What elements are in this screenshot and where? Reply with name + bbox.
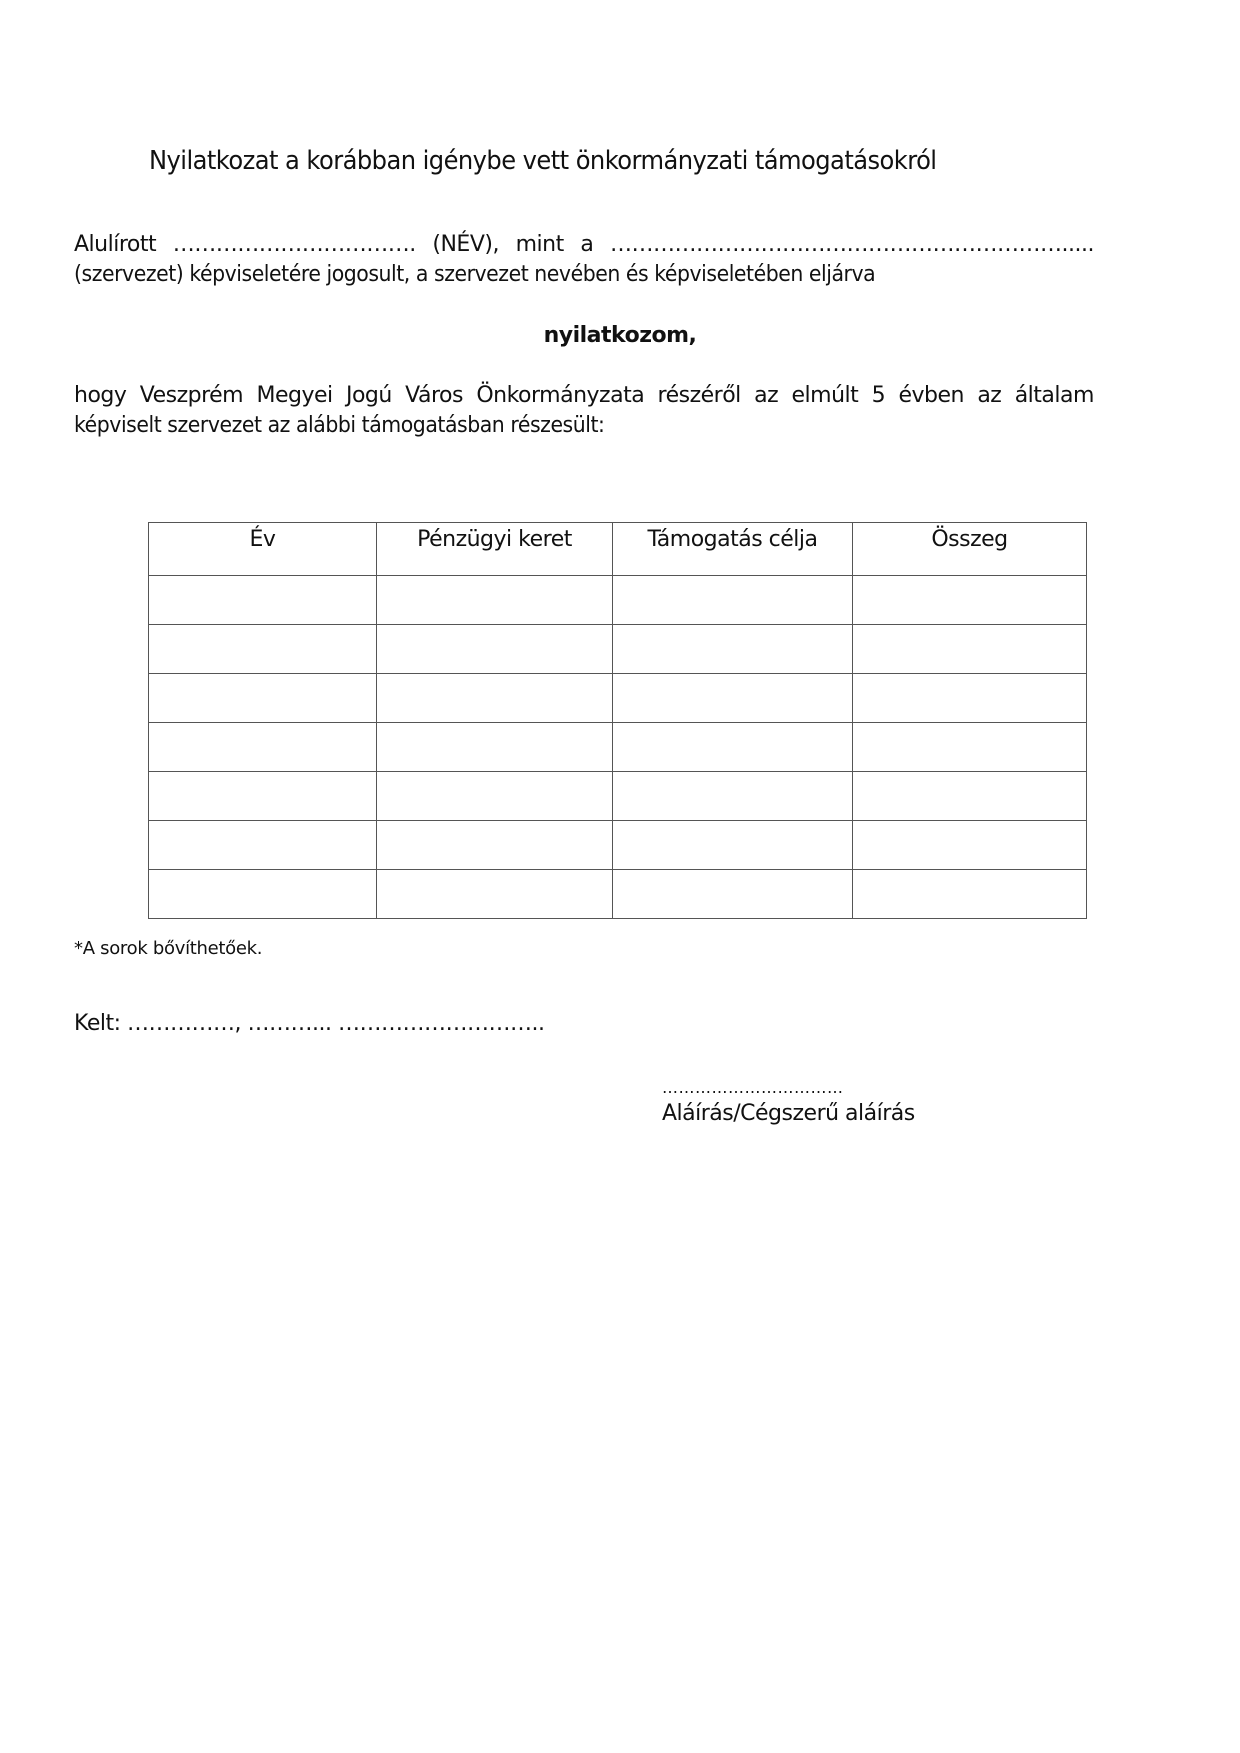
column-header-grant-purpose: Támogatás célja (613, 523, 853, 576)
document-title: Nyilatkozat a korábban igénybe vett önkormányzati támogatásokról (149, 146, 937, 176)
table-header-row (149, 523, 1087, 576)
table-row (149, 576, 1087, 625)
name-hint: (NÉV), (432, 232, 499, 257)
word-mint: mint (515, 232, 564, 257)
amount-cell[interactable] (853, 821, 1087, 870)
body-word: hogy (74, 383, 127, 408)
body-word: 5 (871, 383, 886, 408)
year-cell[interactable] (149, 821, 377, 870)
grants-table (148, 522, 1087, 919)
column-header-amount: Összeg (853, 523, 1087, 576)
column-header-financial-frame: Pénzügyi keret (377, 523, 613, 576)
body-word: az (977, 383, 1002, 408)
financial-frame-cell[interactable] (377, 576, 613, 625)
word-a: a (580, 232, 594, 257)
date-place-line[interactable]: Kelt: ……………, ………... ……………………….. (74, 1011, 545, 1036)
body-word: Megyei (256, 383, 333, 408)
column-header-year: Év (149, 523, 377, 576)
grant-purpose-cell[interactable] (613, 576, 853, 625)
financial-frame-cell[interactable] (377, 674, 613, 723)
year-cell[interactable] (149, 674, 377, 723)
table-row (149, 870, 1087, 919)
body-line-2: képviselt szervezet az alábbi támogatásban részesült: (74, 413, 605, 438)
grant-purpose-cell[interactable] (613, 772, 853, 821)
table-row (149, 625, 1087, 674)
intro-line-1 (74, 232, 1094, 257)
table-row (149, 772, 1087, 821)
year-cell[interactable] (149, 576, 377, 625)
table-row (149, 674, 1087, 723)
body-word: elmúlt (791, 383, 859, 408)
financial-frame-cell[interactable] (377, 772, 613, 821)
body-line-1 (74, 383, 1094, 408)
amount-cell[interactable] (853, 870, 1087, 919)
body-word: Önkormányzata (476, 383, 645, 408)
body-word: Veszprém (139, 383, 244, 408)
organization-blank-field[interactable]: ………………………………………………………..... (610, 232, 1094, 257)
body-word: Város (405, 383, 463, 408)
amount-cell[interactable] (853, 772, 1087, 821)
year-cell[interactable] (149, 625, 377, 674)
body-word: általam (1014, 383, 1094, 408)
undersigned-label: Alulírott (74, 232, 157, 257)
financial-frame-cell[interactable] (377, 723, 613, 772)
financial-frame-cell[interactable] (377, 870, 613, 919)
declaration-heading: nyilatkozom, (543, 323, 697, 348)
grant-purpose-cell[interactable] (613, 870, 853, 919)
amount-cell[interactable] (853, 674, 1087, 723)
body-word: részéről (657, 383, 741, 408)
table-row (149, 821, 1087, 870)
signature-line[interactable]: …………………………… (662, 1078, 844, 1097)
amount-cell[interactable] (853, 723, 1087, 772)
financial-frame-cell[interactable] (377, 625, 613, 674)
grant-purpose-cell[interactable] (613, 674, 853, 723)
amount-cell[interactable] (853, 576, 1087, 625)
year-cell[interactable] (149, 723, 377, 772)
grant-purpose-cell[interactable] (613, 821, 853, 870)
name-blank-field[interactable]: ……………………………. (172, 232, 416, 257)
grant-purpose-cell[interactable] (613, 625, 853, 674)
body-word: évben (898, 383, 964, 408)
financial-frame-cell[interactable] (377, 821, 613, 870)
body-word: Jogú (345, 383, 392, 408)
footnote: *A sorok bővíthetőek. (74, 938, 263, 959)
grant-purpose-cell[interactable] (613, 723, 853, 772)
amount-cell[interactable] (853, 625, 1087, 674)
table-row (149, 723, 1087, 772)
body-word: az (754, 383, 779, 408)
signature-label: Aláírás/Cégszerű aláírás (662, 1101, 915, 1126)
year-cell[interactable] (149, 870, 377, 919)
intro-line-2: (szervezet) képviseletére jogosult, a szervezet nevében és képviseletében eljárva (74, 262, 876, 287)
year-cell[interactable] (149, 772, 377, 821)
